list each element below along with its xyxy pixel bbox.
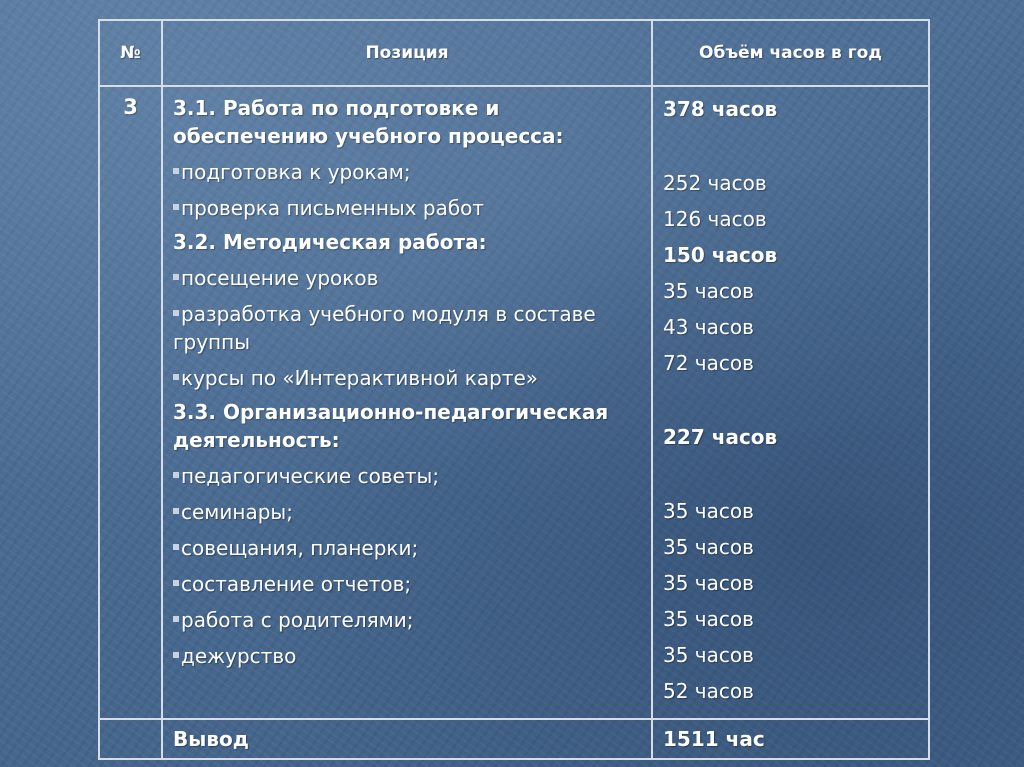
table-header-row	[99, 20, 929, 86]
position-cell	[162, 86, 652, 719]
item-label: посещение уроков	[181, 266, 379, 290]
list-item	[173, 462, 645, 490]
list-item	[173, 534, 645, 562]
total-num-cell	[99, 719, 162, 759]
section-total: 227 часов	[663, 425, 778, 449]
spacer	[663, 455, 922, 493]
item-label: дежурство	[181, 644, 297, 668]
list-item	[173, 300, 645, 356]
item-label: семинары;	[181, 500, 293, 524]
item-label: совещания, планерки;	[181, 536, 419, 560]
bullet-icon	[173, 652, 179, 658]
item-label: подготовка к урокам;	[181, 160, 411, 184]
item-hours: 35 часов	[663, 499, 754, 523]
item-hours: 35 часов	[663, 535, 754, 559]
bullet-icon	[173, 374, 179, 380]
item-label: составление отчетов;	[181, 572, 412, 596]
header-num: №	[99, 20, 162, 86]
header-position: Позиция	[162, 20, 652, 86]
section-title: 3.2. Методическая работа:	[173, 230, 487, 254]
list-item	[173, 194, 645, 222]
list-item	[173, 570, 645, 598]
item-hours: 43 часов	[663, 315, 754, 339]
section-title: 3.3. Организационно-педагогическая деятельность:	[173, 400, 609, 452]
item-hours: 35 часов	[663, 607, 754, 631]
section-total: 378 часов	[663, 97, 778, 121]
bullet-icon	[173, 168, 179, 174]
bullet-icon	[173, 508, 179, 514]
item-hours: 35 часов	[663, 643, 754, 667]
item-hours: 126 часов	[663, 207, 767, 231]
bullet-icon	[173, 616, 179, 622]
list-item	[173, 642, 645, 670]
item-hours: 35 часов	[663, 279, 754, 303]
item-hours: 52 часов	[663, 679, 754, 703]
item-label: курсы по «Интерактивной карте»	[181, 366, 539, 390]
item-hours: 35 часов	[663, 571, 754, 595]
list-item	[173, 498, 645, 526]
list-item	[173, 364, 645, 392]
item-label: проверка письменных работ	[181, 196, 485, 220]
bullet-icon	[173, 274, 179, 280]
spacer	[663, 127, 922, 165]
section-total: 150 часов	[663, 243, 778, 267]
bullet-icon	[173, 472, 179, 478]
bullet-icon	[173, 204, 179, 210]
section-title: 3.1. Работа по подготовке и обеспечению учебного процесса:	[173, 96, 564, 148]
item-hours: 72 часов	[663, 351, 754, 375]
bullet-icon	[173, 580, 179, 586]
total-label: Вывод	[162, 719, 652, 759]
item-label: педагогические советы;	[181, 464, 440, 488]
header-hours: Объём часов в год	[652, 20, 929, 86]
list-item	[173, 158, 645, 186]
bullet-icon	[173, 310, 179, 316]
item-hours: 252 часов	[663, 171, 767, 195]
hours-cell	[652, 86, 929, 719]
spacer	[663, 381, 922, 419]
total-row	[99, 719, 929, 759]
row-number: 3	[99, 86, 162, 719]
list-item	[173, 264, 645, 292]
item-label: разработка учебного модуля в составе группы	[173, 302, 596, 354]
bullet-icon	[173, 544, 179, 550]
hours-table	[98, 19, 930, 760]
list-item	[173, 606, 645, 634]
total-value: 1511 час	[652, 719, 929, 759]
item-label: работа с родителями;	[181, 608, 414, 632]
table-row	[99, 86, 929, 719]
